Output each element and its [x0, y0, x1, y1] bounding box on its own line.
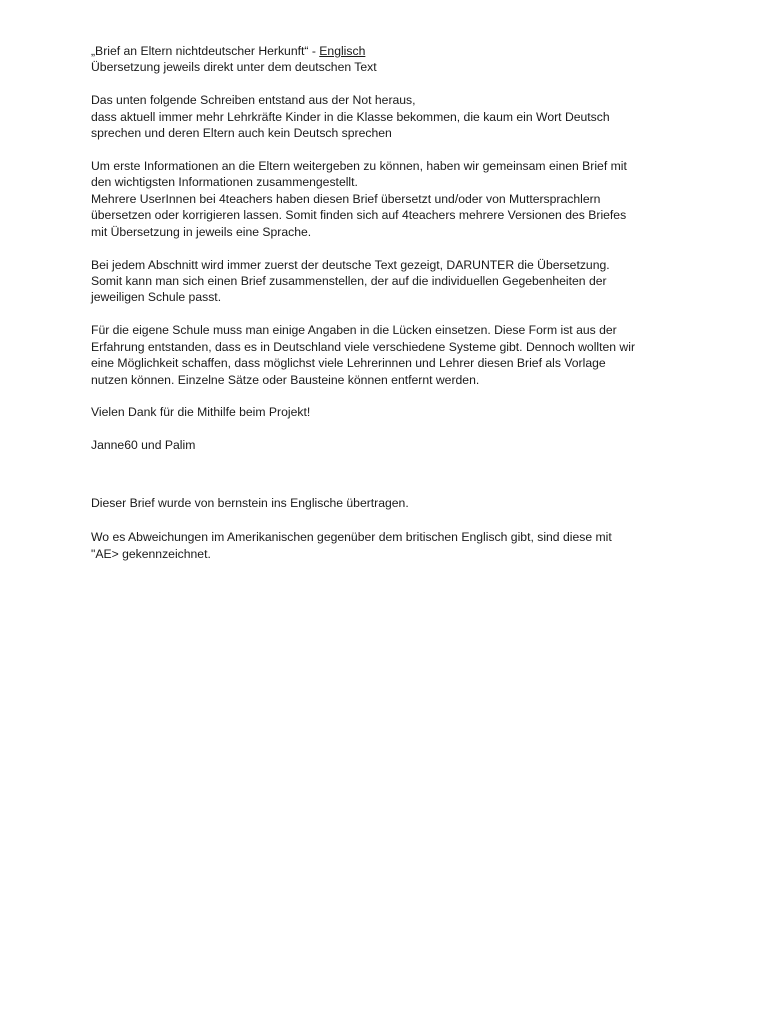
paragraph-line: "AE> gekennzeichnet. — [91, 546, 211, 561]
translator-note: Dieser Brief wurde von bernstein ins Englische übertragen. — [91, 495, 409, 510]
spacer — [91, 240, 691, 257]
spacer — [91, 142, 691, 159]
thanks-line: Vielen Dank für die Mithilfe beim Projekt! — [91, 405, 311, 420]
paragraph-line: Das unten folgende Schreiben entstand aus der Not heraus, — [91, 93, 416, 108]
spacer — [91, 76, 691, 93]
paragraph-line: eine Möglichkeit schaffen, dass möglichst viele Lehrerinnen und Lehrer diesen Brief als Vorlage — [91, 356, 606, 371]
paragraph-line: nutzen können. Einzelne Sätze oder Bausteine können entfernt werden. — [91, 372, 480, 387]
title-prefix: „Brief an Eltern nichtdeutscher Herkunft“ - — [91, 44, 320, 58]
paragraph-line: Erfahrung entstanden, dass es in Deutschland viele verschiedene Systeme gibt. Dennoch wollten wir — [91, 339, 636, 354]
paragraph-line: sprechen und deren Eltern auch kein Deutsch sprechen — [91, 126, 392, 141]
paragraph-line: Bei jedem Abschnitt wird immer zuerst der deutsche Text gezeigt, DARUNTER die Übersetzung. — [91, 257, 610, 272]
spacer — [91, 421, 691, 438]
language-link[interactable]: Englisch — [319, 44, 366, 58]
document-subtitle: Übersetzung jeweils direkt unter dem deutschen Text — [91, 60, 377, 75]
paragraph-line: Für die eigene Schule muss man einige Angaben in die Lücken einsetzen. Diese Form ist aus der — [91, 323, 617, 338]
paragraph-information — [91, 158, 691, 240]
paragraph-line: Wo es Abweichungen im Amerikanischen gegenüber dem britischen Englisch gibt, sind diese mit — [91, 530, 612, 545]
paragraph-structure — [91, 257, 691, 306]
paragraph-school-form — [91, 322, 691, 388]
signature: Janne60 und Palim — [91, 438, 196, 453]
paragraph-line: den wichtigsten Informationen zusammengestellt. — [91, 175, 358, 190]
paragraph-line: Um erste Informationen an die Eltern weitergeben zu können, haben wir gemeinsam einen Brief mit — [91, 159, 627, 174]
spacer — [91, 306, 691, 323]
paragraph-line: jeweiligen Schule passt. — [91, 290, 222, 305]
paragraph-line: dass aktuell immer mehr Lehrkräfte Kinder in die Klasse bekommen, die kaum ein Wort Deutsch — [91, 109, 610, 124]
spacer — [91, 388, 691, 405]
spacer — [91, 454, 691, 495]
paragraph-line: Somit kann man sich einen Brief zusammenstellen, der auf die individuellen Gegebenheiten der — [91, 273, 607, 288]
paragraph-line: Mehrere UserInnen bei 4teachers haben diesen Brief übersetzt und/oder von Muttersprachlern — [91, 191, 601, 206]
paragraph-line: übersetzen oder korrigieren lassen. Somit finden sich auf 4teachers mehrere Versionen des Briefes — [91, 208, 627, 223]
paragraph-line: mit Übersetzung in jeweils eine Sprache. — [91, 224, 312, 239]
document-title — [91, 43, 691, 59]
ae-note — [91, 529, 691, 562]
document-body — [91, 43, 691, 562]
paragraph-intro — [91, 92, 691, 141]
spacer — [91, 511, 691, 529]
